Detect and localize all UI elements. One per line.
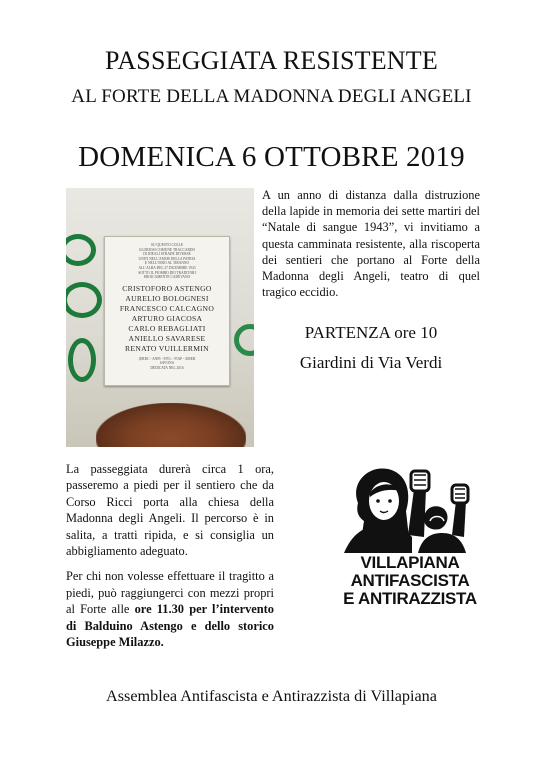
graffiti-mark bbox=[234, 324, 254, 356]
event-date: DOMENICA 6 OTTOBRE 2019 bbox=[78, 141, 465, 173]
leaves-pile bbox=[96, 403, 246, 447]
collective-logo-text bbox=[334, 554, 486, 608]
graffiti-mark bbox=[68, 338, 96, 382]
details-text bbox=[66, 461, 274, 659]
plaque-line: CARLO REBAGLIATI bbox=[128, 323, 206, 333]
plaque-line: EROICAMENTE CADEVANO bbox=[143, 275, 191, 280]
plaque-footer bbox=[105, 357, 229, 371]
plaque-line: RENATO VUILLERMIN bbox=[125, 343, 209, 353]
plaque-line: CRISTOFORO ASTENGO bbox=[122, 283, 212, 293]
plaque-names bbox=[105, 284, 229, 354]
details-paragraph: La passeggiata durerà circa 1 ora, passeremo a piedi per il sentiero che da Corso Ricci porta alla chiesa della Madonna degli Angeli. Il percorso è in salita, a tratti ripida, e si consiglia un abbigliamento adeguato. bbox=[66, 462, 274, 559]
memorial-plaque-photo bbox=[66, 188, 254, 447]
details-text-start: Per chi non volesse effettuare il tragitto a piedi, può raggiungerci con mezzi propri al Forte alle bbox=[66, 569, 274, 617]
plaque-line: AURELIO BOLOGNESI bbox=[125, 293, 209, 303]
memorial-plaque bbox=[104, 236, 230, 386]
plaque-line: ARTURO GIACOSA bbox=[131, 313, 203, 323]
graffiti-mark bbox=[66, 282, 102, 318]
plaque-line: GLORIOSI COMUNE TRACCARDO bbox=[138, 247, 196, 252]
details-text-bold: ore 11.30 per l’intervento di Balduino Astengo e dello storico Giuseppe Milazzo. bbox=[66, 602, 274, 650]
page-title: PASSEGGIATA RESISTENTE bbox=[105, 46, 438, 75]
plaque-line: (ERRC - ANPI - FIVL - FIAP - AMEB bbox=[138, 356, 196, 361]
departure-info bbox=[262, 322, 480, 374]
plaque-line: SAVONA bbox=[159, 361, 175, 366]
plaque-line: ANIELLO SAVARESE bbox=[128, 333, 206, 343]
logo-line: VILLAPIANA bbox=[360, 553, 460, 572]
intro-text: A un anno di distanza dalla distruzione della lapide in memoria dei sette martiri del “Natale di sangue 1943”, vi invitiamo a questa camminata resistente, alla riscoperta dei sentieri che portano al Forte della Madonna degli Angeli, teatro di quel tragico eccidio. bbox=[262, 188, 480, 300]
plaque-line: FRANCESCO CALCAGNO bbox=[119, 303, 215, 313]
organizer-footer: Assemblea Antifascista e Antirazzista di Villapiana bbox=[106, 687, 437, 705]
plaque-line: SOTTO IL PIOMBO DEI TRADITORI bbox=[138, 270, 196, 275]
plaque-line: UNITI NELL'AMOR DELLA PATRIA bbox=[138, 256, 196, 261]
plaque-line: SU QUESTO COLLE bbox=[150, 243, 184, 247]
plaque-line: ALL'ALBA DEL 27 DICEMBRE 1943 bbox=[138, 265, 196, 270]
plaque-line: DI IDEALI STRADE DIVERSE bbox=[143, 252, 191, 257]
plaque-line: E NELL'ODIO AL TIRANNO bbox=[144, 261, 190, 266]
logo-line: E ANTIRAZZISTA bbox=[343, 589, 477, 608]
departure-time: ore 10 bbox=[394, 323, 438, 342]
departure-label: PARTENZA bbox=[304, 323, 391, 342]
plaque-dedication bbox=[105, 243, 229, 280]
details-paragraph bbox=[66, 568, 274, 650]
departure-place: Giardini di Via Verdi bbox=[299, 353, 443, 372]
plaque-line: DEDICATA NEL 2016 bbox=[150, 365, 184, 370]
page-subtitle: AL FORTE DELLA MADONNA DEGLI ANGELI bbox=[71, 86, 472, 107]
graffiti-mark bbox=[66, 234, 96, 266]
logo-line: ANTIFASCISTA bbox=[350, 571, 470, 590]
